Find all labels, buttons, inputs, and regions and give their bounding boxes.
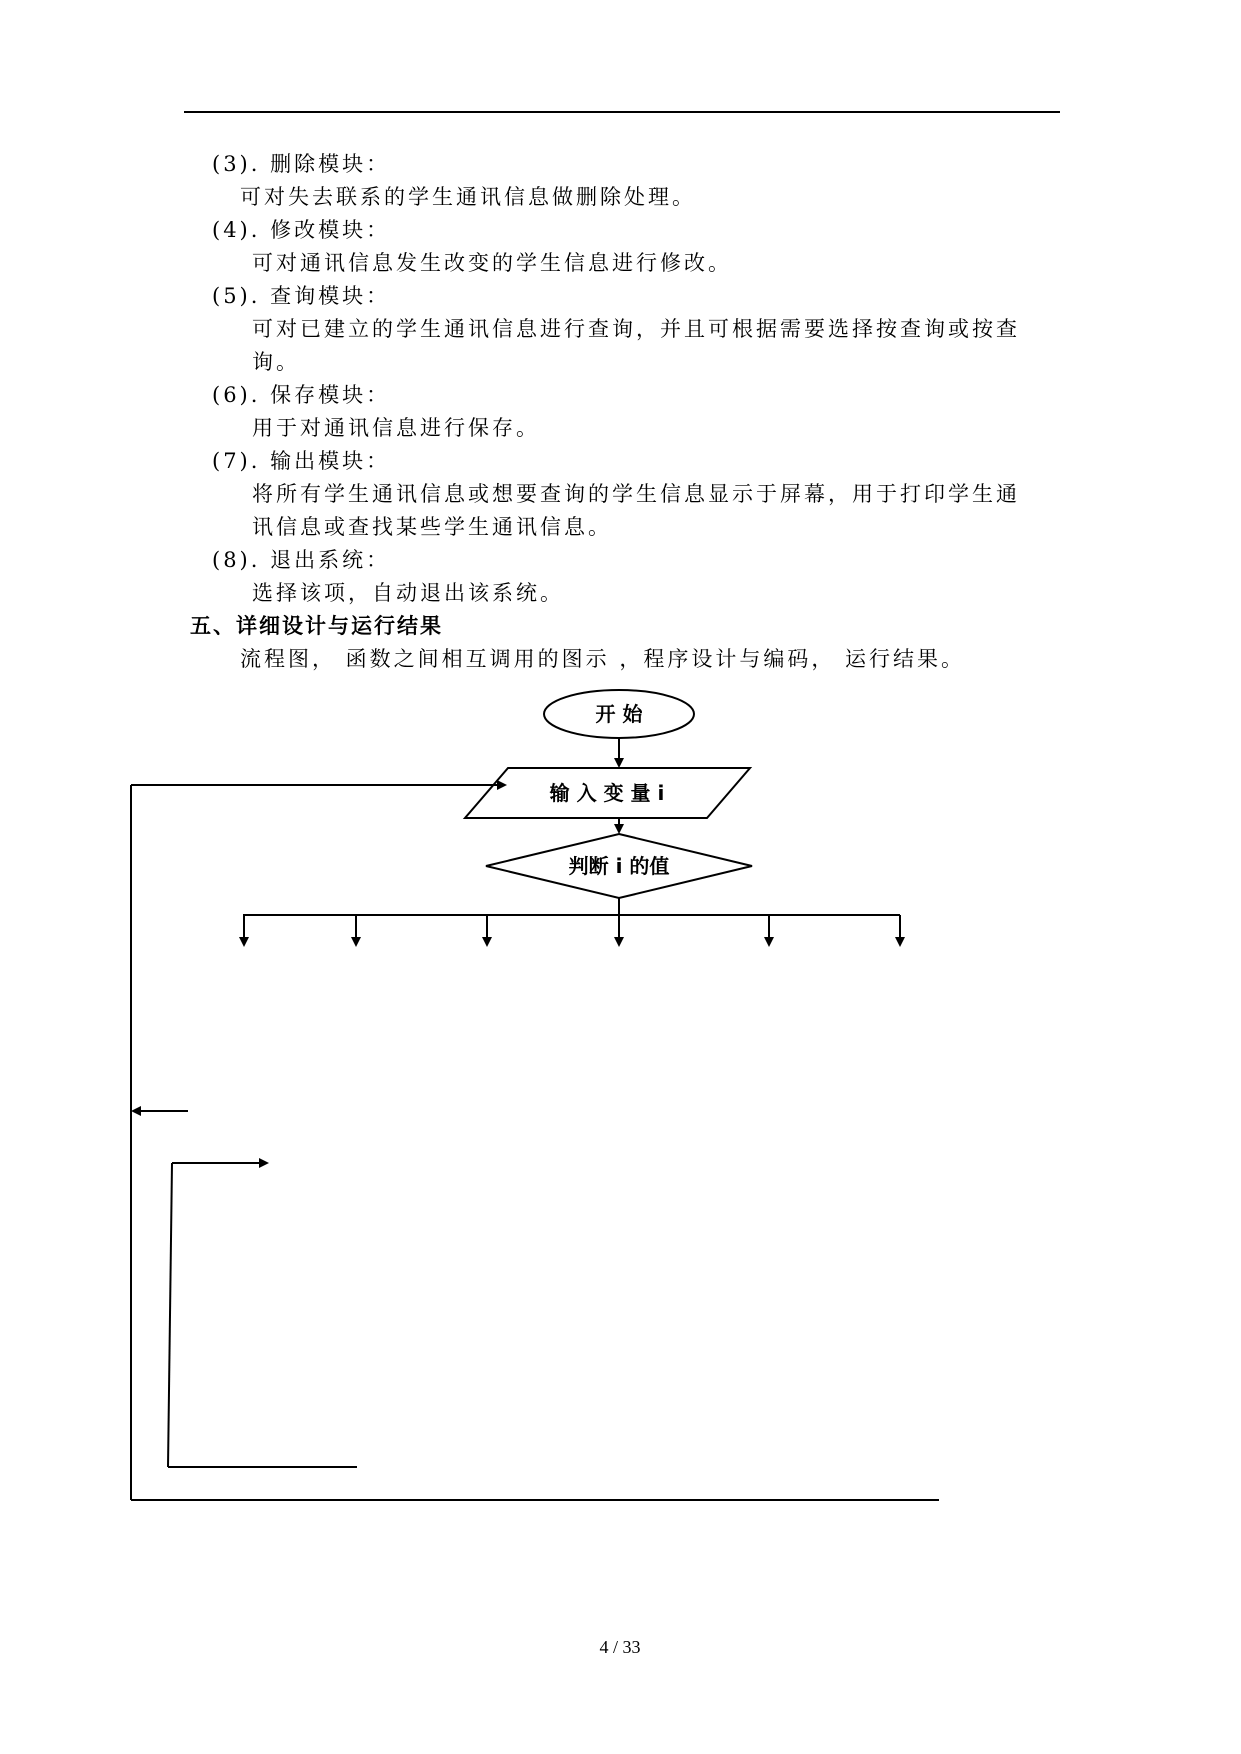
section-4-desc: 可对通讯信息发生改变的学生信息进行修改。 bbox=[252, 251, 732, 275]
section-4-title: (4). 修改模块： bbox=[212, 218, 391, 242]
section-7-title: (7). 输出模块： bbox=[212, 449, 391, 473]
section-7-desc-2: 讯信息或查找某些学生通讯信息。 bbox=[252, 515, 612, 539]
section-6-title: (6). 保存模块： bbox=[212, 383, 391, 407]
page-number: 4 / 33 bbox=[599, 1637, 641, 1657]
section-heading-5: 五、详细设计与运行结果 bbox=[190, 614, 443, 638]
section-5-title: (5). 查询模块： bbox=[212, 284, 391, 308]
section-5-desc-1: 可对已建立的学生通讯信息进行查询，并且可根据需要选择按查询或按查 bbox=[252, 317, 1020, 341]
section-heading-5-desc: 流程图， 函数之间相互调用的图示 ，程序设计与编码， 运行结果。 bbox=[240, 647, 966, 671]
section-8-desc: 选择该项，自动退出该系统。 bbox=[252, 581, 564, 605]
section-8-title: (8). 退出系统： bbox=[212, 548, 391, 572]
section-3-desc: 可对失去联系的学生通讯信息做删除处理。 bbox=[240, 185, 696, 209]
decision-label: 判断 i 的值 bbox=[568, 854, 670, 878]
section-5-desc-2: 询。 bbox=[252, 350, 300, 374]
section-6-desc: 用于对通讯信息进行保存。 bbox=[252, 416, 540, 440]
section-7-desc-1: 将所有学生通讯信息或想要查询的学生信息显示于屏幕，用于打印学生通 bbox=[252, 482, 1020, 506]
input-label: 输 入 变 量 i bbox=[549, 781, 665, 805]
inner-loop-vertical bbox=[168, 1163, 172, 1467]
section-3-title: (3). 删除模块： bbox=[212, 152, 391, 176]
start-label: 开 始 bbox=[595, 702, 643, 726]
